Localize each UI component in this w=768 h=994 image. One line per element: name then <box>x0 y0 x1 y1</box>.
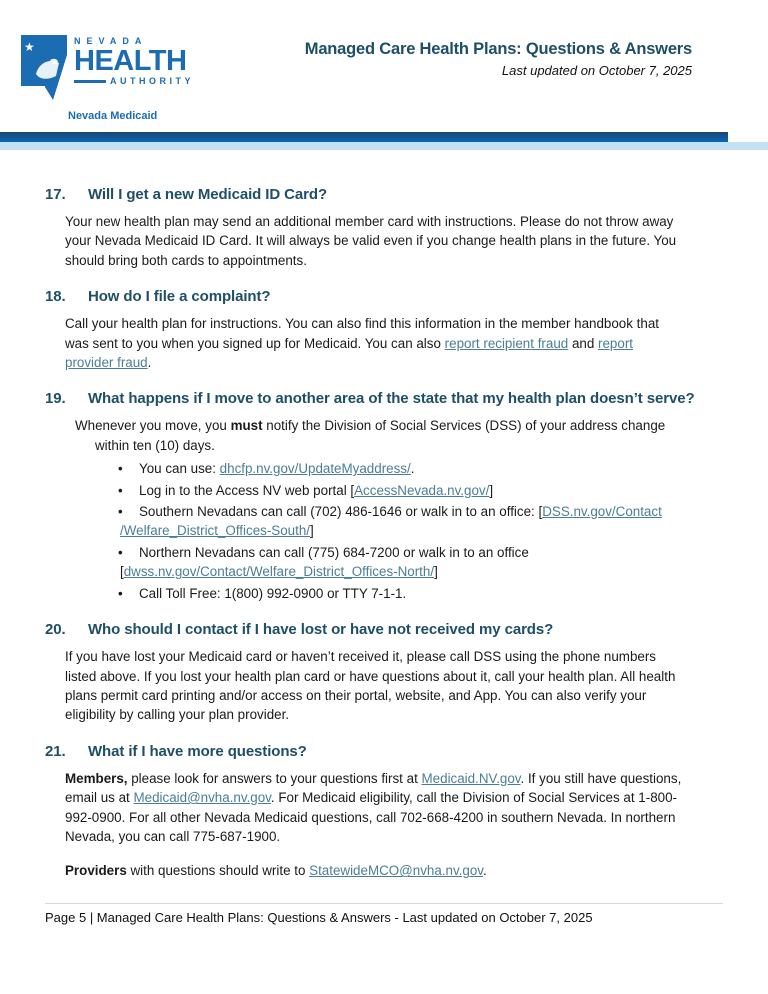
text-run: Call Toll Free: 1(800) 992-0900 or TTY 7-1-1. <box>139 585 407 601</box>
text-run: Your new health plan may send an additional member card with instructions. Please do not throw away your Nevada Medicaid ID Card. It will always be valid even if you change health plans in the future. You should bring both cards to appointments. <box>65 214 677 268</box>
logo-wordmark <box>74 34 194 86</box>
nevada-medicaid-tagline: Nevada Medicaid <box>68 110 158 122</box>
bullet-item <box>45 584 685 603</box>
bullet-item <box>45 459 685 478</box>
question-heading-20 <box>45 620 723 640</box>
logo-rule <box>74 80 106 83</box>
answer-paragraph <box>65 647 685 725</box>
text-run: ] <box>310 523 314 539</box>
inline-link[interactable]: Medicaid@nvha.nv.gov <box>133 790 271 806</box>
text-run: Whenever you move, you <box>75 418 231 434</box>
bullet-icon: • <box>118 504 123 520</box>
answer-21 <box>45 769 685 881</box>
text-run: must <box>230 418 263 434</box>
question-number: 18. <box>45 288 66 306</box>
text-run: please look for answers to your questions first at <box>127 770 422 786</box>
text-run: Southern Nevadans can call (702) 486-1646 or walk in to an office: [ <box>139 504 543 520</box>
bullet-item <box>45 543 685 582</box>
answer-18 <box>45 314 685 372</box>
answer-paragraph <box>65 212 685 270</box>
text-run: If you have lost your Medicaid card or haven’t received it, please call DSS using the phone numbers listed above. If you lost your health plan card or have questions about it, call your health plan. All health plans permit card printing and/or access on their portal, website, and App. You can also verify your eligibility by calling your plan provider. <box>65 649 676 723</box>
question-heading-17 <box>45 185 723 205</box>
question-number: 20. <box>45 621 66 639</box>
text-run: ] <box>434 564 438 580</box>
inline-link[interactable]: Medicaid.NV.gov <box>421 770 521 786</box>
bullet-icon: • <box>118 482 123 498</box>
header-title-block <box>280 34 768 78</box>
page-footer <box>45 903 723 925</box>
text-run: and <box>568 335 599 351</box>
logo-authority-text: AUTHORITY <box>74 76 194 86</box>
header-bar-light <box>0 142 768 150</box>
text-run: notify the Division of Social Services (DSS) of your address change within ten (10) days. <box>95 418 666 453</box>
text-run: Members, <box>65 770 128 786</box>
question-number: 21. <box>45 742 66 760</box>
question-number: 17. <box>45 186 66 203</box>
text-run: ] <box>489 482 494 498</box>
page-header <box>0 0 768 122</box>
text-run: Providers <box>65 863 127 879</box>
agency-logo-block <box>20 34 280 122</box>
star-icon: ★ <box>24 40 35 54</box>
text-run: Log in to the Access NV web portal [ <box>139 482 355 498</box>
logo-nevada-text: NEVADA <box>74 36 148 46</box>
question-title: How do I file a complaint? <box>88 288 271 306</box>
inline-link[interactable]: report recipient fraud <box>444 335 569 351</box>
last-updated-subtitle: Last updated on October 7, 2025 <box>501 63 692 78</box>
footer-text: Page 5 | Managed Care Health Plans: Questions & Answers - Last updated on October 7, 2025 <box>45 910 593 925</box>
answer-paragraph <box>65 769 685 847</box>
answer-paragraph <box>45 416 685 455</box>
text-run: . <box>483 863 487 879</box>
answer-paragraph <box>65 314 685 372</box>
inline-link[interactable]: AccessNevada.nv.gov/ <box>354 482 490 498</box>
text-run: . If you still have questions, email us at <box>65 770 682 806</box>
bullet-item <box>45 502 685 541</box>
qa-content <box>0 150 768 881</box>
nevada-state-icon <box>20 34 70 102</box>
text-run: Call your health plan for instructions. You can also find this information in the member handbook that was sent to you when you signed up for Medicaid. You can also <box>65 316 659 351</box>
question-title: What happens if I move to another area of the state that my health plan doesn’t serve? <box>88 390 695 408</box>
logo-health-text: HEALTH <box>74 45 187 77</box>
inline-link[interactable]: dhcfp.nv.gov/UpdateMyaddress/ <box>219 461 411 477</box>
header-bar-dark <box>0 132 728 142</box>
answer-19 <box>45 416 685 603</box>
answer-paragraph <box>65 861 685 880</box>
inline-link[interactable]: StatewideMCO@nvha.nv.gov <box>309 863 484 879</box>
question-heading-19 <box>45 389 723 409</box>
question-heading-21 <box>45 742 723 762</box>
document-title: Managed Care Health Plans: Questions & Answers <box>304 40 692 58</box>
inline-link[interactable]: report provider fraud <box>65 335 633 371</box>
text-run: . <box>147 355 152 371</box>
answer-20 <box>45 647 685 725</box>
text-run: . For Medicaid eligibility, call the Division of Social Services at 1-800-992-0900. For all other Nevada Medicaid questions, call 702-668-4200 in southern Nevada. In northern Nevada, you can call 775-687-1900. <box>65 790 677 844</box>
bullet-icon: • <box>118 544 123 560</box>
question-title: Who should I contact if I have lost or have not received my cards? <box>88 621 554 639</box>
bullet-icon: • <box>118 461 123 477</box>
text-run: . <box>410 461 415 477</box>
question-title: What if I have more questions? <box>88 742 307 760</box>
nevada-health-authority-logo <box>20 34 280 102</box>
answer-17 <box>45 212 685 270</box>
inline-link[interactable]: dwss.nv.gov/Contact/Welfare_District_Offices-North/ <box>123 564 435 580</box>
text-run: with questions should write to <box>126 863 310 879</box>
question-number: 19. <box>45 390 66 408</box>
text-run: You can use: <box>139 461 220 477</box>
question-title: Will I get a new Medicaid ID Card? <box>88 186 328 203</box>
question-heading-18 <box>45 287 723 307</box>
text-run: Northern Nevadans can call (775) 684-7200 or walk in to an office [ <box>120 544 529 580</box>
header-divider-bars <box>0 132 768 150</box>
bullet-item <box>45 481 685 500</box>
bullet-icon: • <box>118 585 123 601</box>
inline-link[interactable]: DSS.nv.gov/Contact /Welfare_District_Offices-South/ <box>120 504 662 539</box>
